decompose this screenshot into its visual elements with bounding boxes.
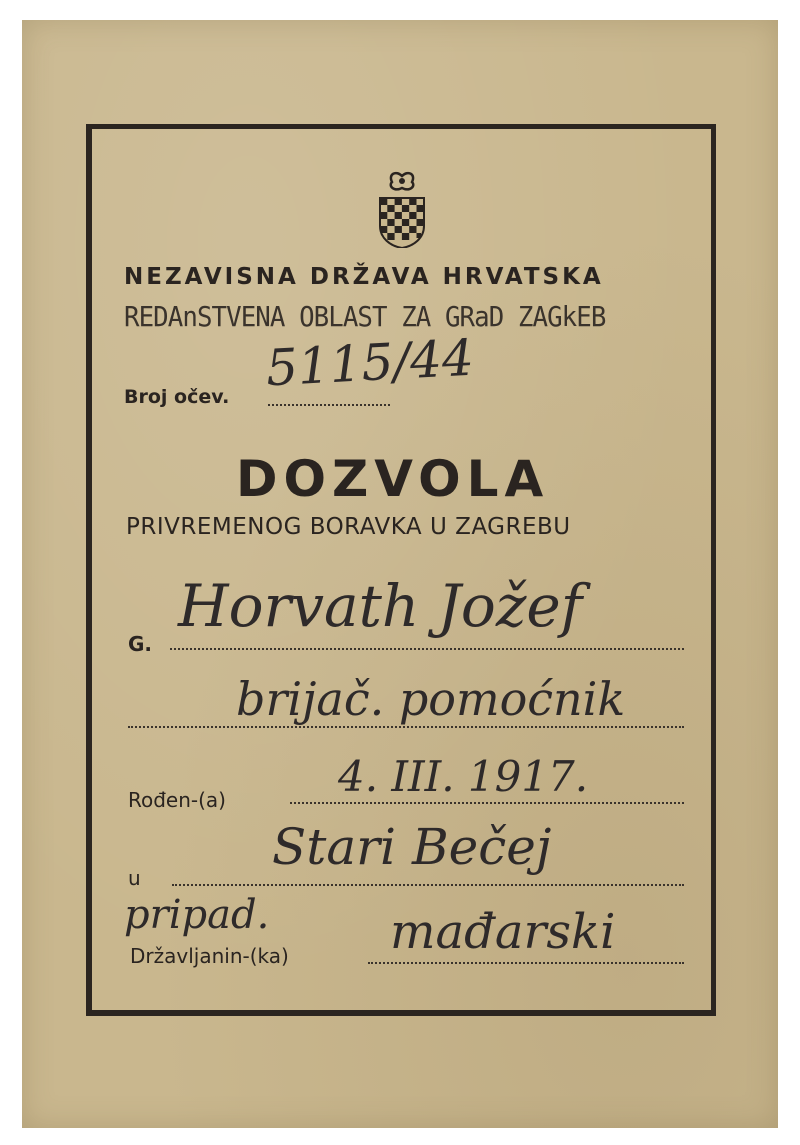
authority-stamp: REDAnSTVENA OBLAST ZA GRaD ZAGkEB [124,300,606,333]
name-prefix: G. [128,632,153,656]
name-handwritten: Horvath Jožef [178,572,583,640]
state-name-heading: NEZAVISNA DRŽAVA HRVATSKA [124,264,604,290]
place-prefix: u [128,866,141,890]
reference-line [268,404,390,406]
citizenship-handwritten: mađarski [390,904,616,960]
affiliation-handwritten: pripad. [124,892,270,938]
occupation-line [128,726,684,728]
born-date-handwritten: 4. III. 1917. [338,752,589,801]
occupation-handwritten: brijač. pomoćnik [236,672,626,726]
name-line [170,648,684,650]
document-subtitle: PRIVREMENOG BORAVKA U ZAGREBU [126,514,571,540]
born-line [290,802,684,804]
coat-of-arms-icon [378,168,426,248]
born-label: Rođen-(a) [128,788,226,812]
place-line [172,884,684,886]
place-handwritten: Stari Bečej [272,818,552,876]
reference-number: 5115/44 [264,328,476,398]
reference-label: Broj očev. [124,386,230,408]
document-title: DOZVOLA [236,450,550,508]
citizenship-line [368,962,684,964]
citizenship-label: Državljanin-(ka) [130,944,289,968]
document-border [86,124,716,1016]
